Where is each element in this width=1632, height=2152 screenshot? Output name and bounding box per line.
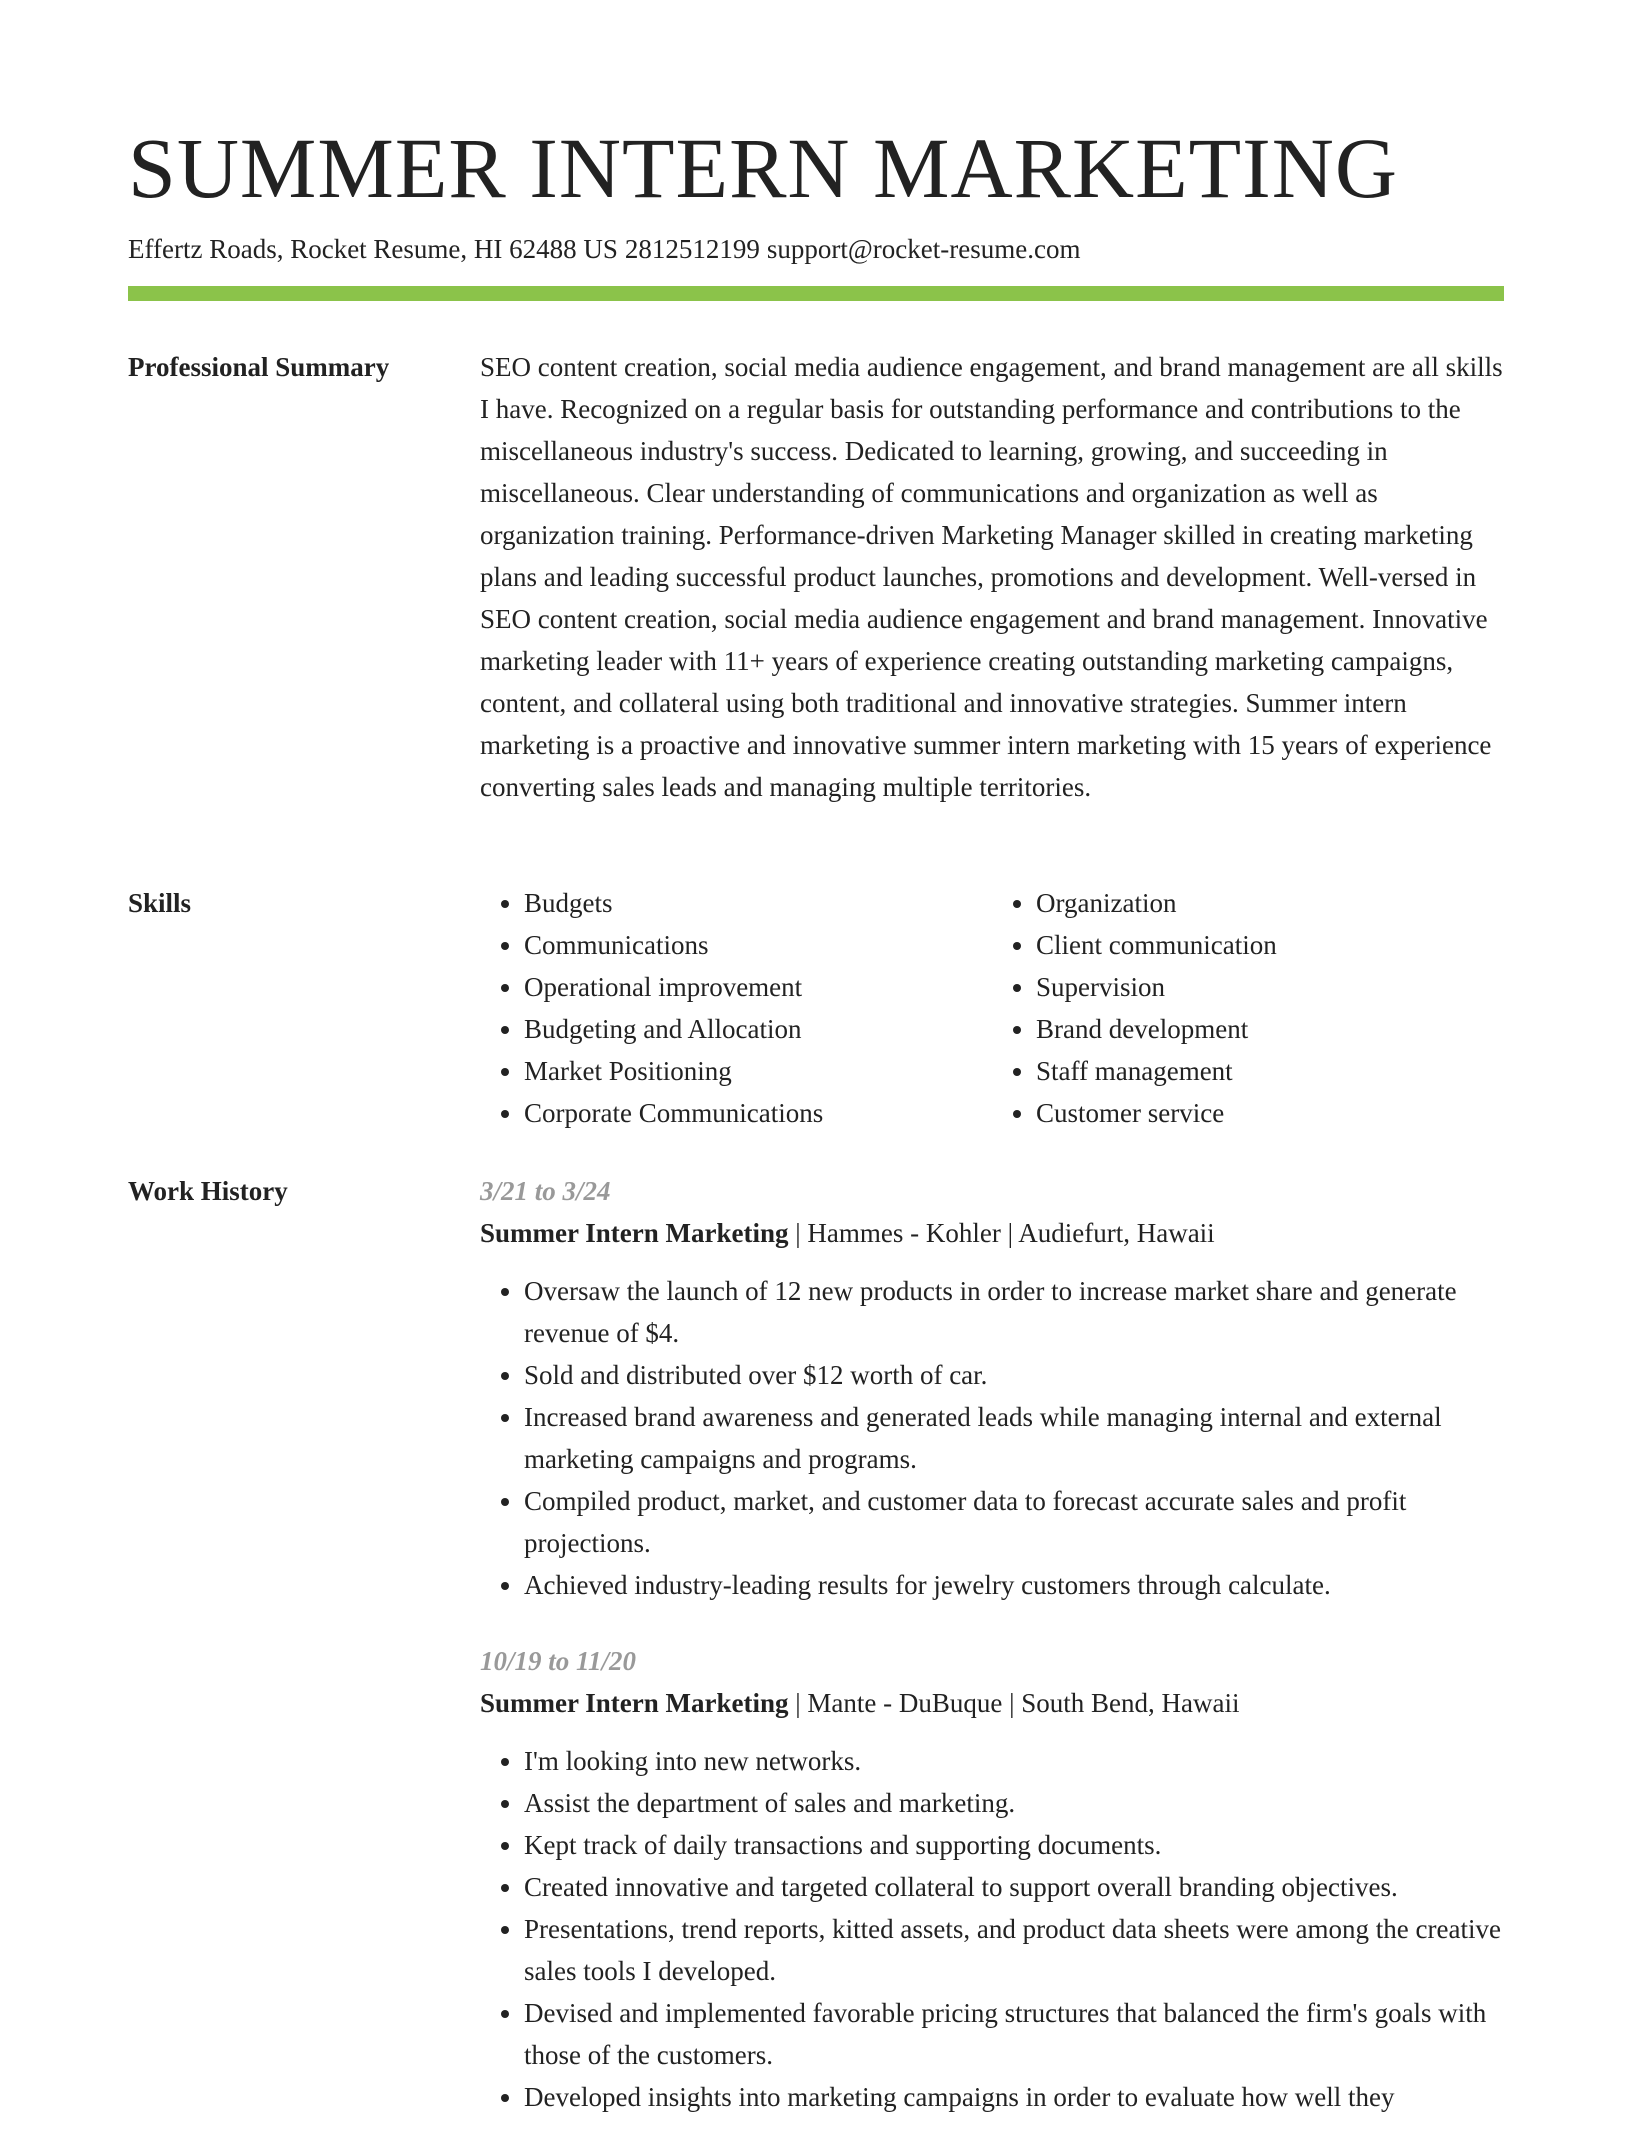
job-bullet: • Assist the department of sales and marketing. <box>524 1782 1504 1824</box>
section-heading: Skills <box>128 888 192 918</box>
skill-item: • Staff management <box>1036 1050 1504 1092</box>
job-bullet: • Kept track of daily transactions and supporting documents. <box>524 1824 1504 1866</box>
job-title-line <box>480 1682 1504 1724</box>
job-bullet: • Sold and distributed over $12 worth of car. <box>524 1354 1504 1396</box>
skill-item: • Budgets <box>524 882 992 924</box>
skill-item: • Client communication <box>1036 924 1504 966</box>
header-divider <box>128 286 1504 301</box>
skill-item: • Operational improvement <box>524 966 992 1008</box>
skills-body <box>480 882 1504 1134</box>
contact-email: support@rocket-resume.com <box>766 234 1081 264</box>
skill-item: • Corporate Communications <box>524 1092 992 1134</box>
contact-line <box>128 232 1087 266</box>
job-bullet: • Created innovative and targeted collateral to support overall branding objectives. <box>524 1866 1504 1908</box>
work-history-body <box>480 1170 1504 2152</box>
skill-item: • Customer service <box>1036 1092 1504 1134</box>
job-bullet: • I'm looking into new networks. <box>524 1740 1504 1782</box>
job-bullet: • Compiled product, market, and customer data to forecast accurate sales and profit projections. <box>524 1480 1504 1564</box>
job-title: Summer Intern Marketing <box>480 1688 789 1718</box>
contact-phone: 2812512199 <box>624 234 760 264</box>
job-details: | Hammes - Kohler | Audiefurt, Hawaii <box>788 1218 1215 1248</box>
skill-item: • Communications <box>524 924 992 966</box>
job-entry <box>480 1640 1504 2118</box>
job-bullet: • Achieved industry-leading results for jewelry customers through calculate. <box>524 1564 1504 1606</box>
job-bullet: • Devised and implemented favorable pricing structures that balanced the firm's goals with those of the customers. <box>524 1992 1504 2076</box>
skills-column-left <box>480 882 992 1134</box>
skills-column-right <box>992 882 1504 1134</box>
job-details: | Mante - DuBuque | South Bend, Hawaii <box>788 1688 1240 1718</box>
skill-item: • Brand development <box>1036 1008 1504 1050</box>
job-bullet: • Presentations, trend reports, kitted assets, and product data sheets were among the creative sales tools I developed. <box>524 1908 1504 1992</box>
skill-item: • Budgeting and Allocation <box>524 1008 992 1050</box>
skill-item: • Supervision <box>1036 966 1504 1008</box>
summary-text: SEO content creation, social media audience engagement, and brand management are all skills I have. Recognized on a regular basis for outstanding performance and contributions to the miscellaneous industry's success. Dedicated to learning, growing, and succeeding in miscellaneous. Clear understanding of communications and organization as well as organization training. Performance-driven Marketing Manager skilled in creating marketing plans and leading successful product launches, promotions and development. Well-versed in SEO content creation, social media audience engagement and brand management. Innovative marketing leader with 11+ years of experience creating outstanding marketing campaigns, content, and collateral using both traditional and innovative strategies. Summer intern marketing is a proactive and innovative summer intern marketing with 15 years of experience converting sales leads and managing multiple territories. <box>480 352 1503 802</box>
job-bullets <box>480 1740 1504 2118</box>
section-heading: Professional Summary <box>128 352 390 382</box>
summary-body <box>480 346 1504 808</box>
skill-item: • Organization <box>1036 882 1504 924</box>
candidate-name: SUMMER INTERN MARKETING <box>128 120 1398 216</box>
contact-address: Effertz Roads, Rocket Resume, HI 62488 US <box>128 234 618 264</box>
job-entry <box>480 1170 1504 1606</box>
section-heading: Work History <box>128 1176 288 1206</box>
job-dates: 3/21 to 3/24 <box>480 1176 611 1206</box>
job-bullets <box>480 1270 1504 1606</box>
skill-item: • Market Positioning <box>524 1050 992 1092</box>
job-title: Summer Intern Marketing <box>480 1218 789 1248</box>
job-title-line <box>480 1212 1504 1254</box>
job-bullet: • Developed insights into marketing campaigns in order to evaluate how well they <box>524 2076 1504 2118</box>
job-dates: 10/19 to 11/20 <box>480 1646 637 1676</box>
job-bullet: • Increased brand awareness and generated leads while managing internal and external marketing campaigns and programs. <box>524 1396 1504 1480</box>
job-bullet: • Oversaw the launch of 12 new products in order to increase market share and generate revenue of $4. <box>524 1270 1504 1354</box>
